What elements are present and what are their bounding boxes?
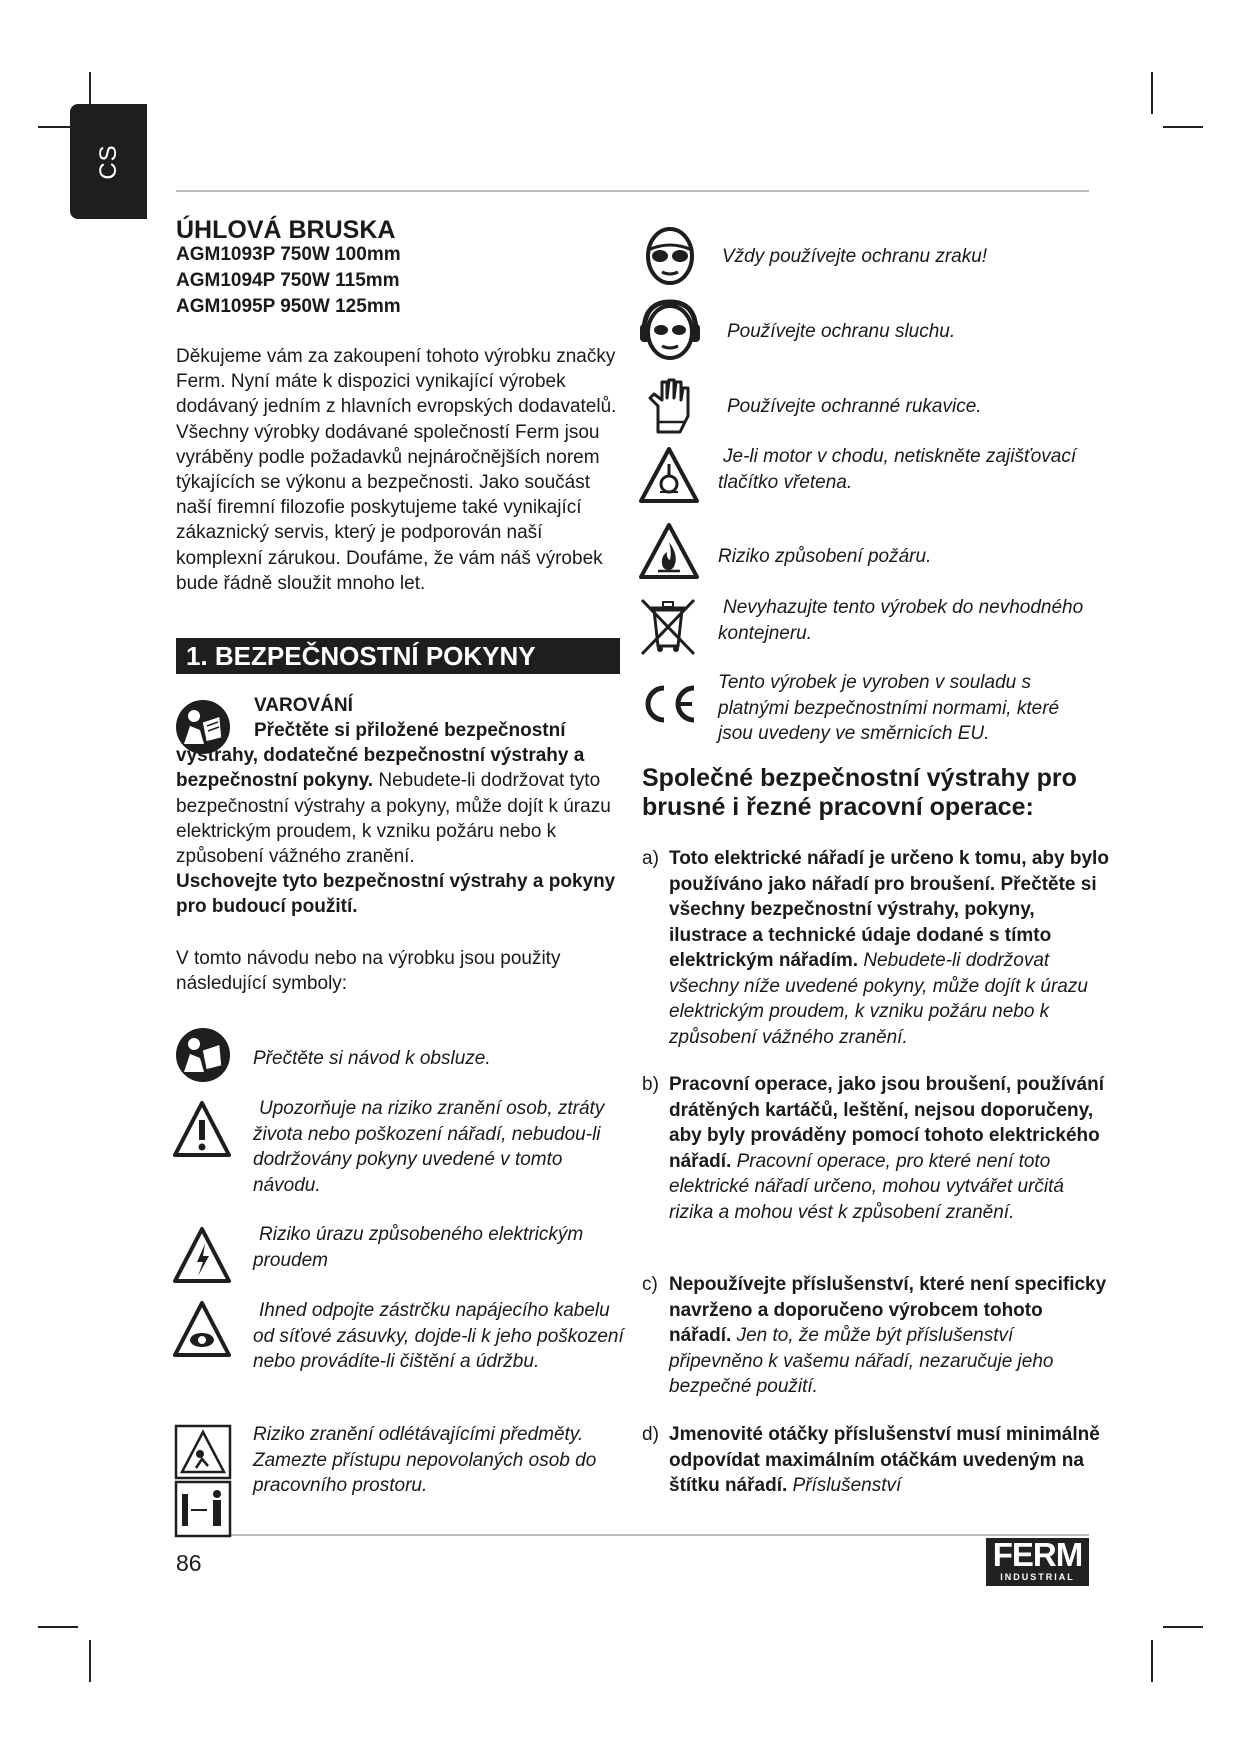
page-number: 86 <box>176 1550 202 1576</box>
symbol-text: Vždy používejte ochranu zraku! <box>722 246 988 267</box>
warning-normal: Nebudete-li dodržovat tyto bezpečnostní výstrahy a pokyny, může dojít k úrazu elektrickým proudem, k vzniku požáru nebo k způsobení vážného zranění. <box>176 770 611 868</box>
list-item <box>642 846 1110 1046</box>
warning-triangle-icon <box>172 1100 232 1158</box>
symbol-text: Nevyhazujte tento výrobek do nevhodného kontejneru. <box>718 597 1084 644</box>
symbol-text: Ihned odpojte zástrčku napájecího kabelu od síťové zásuvky, dojde-li k jeho poškození nebo provádíte-li čištění a údržbu. <box>253 1300 624 1372</box>
list-item <box>642 1422 1110 1512</box>
top-rule <box>176 190 1089 192</box>
model-line: AGM1093P 750W 100mm <box>176 244 401 265</box>
intro-paragraph: Děkujeme vám za zakoupení tohoto výrobku značky Ferm. Nyní máte k dispozici vynikající výrobek dodávaný jedním z hlavních evropských dodavatelů. Všechny výrobky dodávané společností Ferm jsou vyráběny podle požadavků nejnáročnějších norem týkajících se výkonu a bezpečnosti. Jako součást naší firemní filozofie poskytujeme také vynikající zákaznický servis, který je podporován naší komplexní zárukou. Doufáme, že vám náš výrobek bude řádně sloužit mnoho let. <box>176 346 617 594</box>
crop-mark <box>1151 72 1153 114</box>
warning-bold: Přečtěte si přiložené bezpečnostní výstrahy, dodatečné bezpečnostní výstrahy a bezpečnostní pokyny. <box>176 720 585 792</box>
item-label: c) <box>642 1274 658 1295</box>
symbol-text: Upozorňuje na riziko zranění osob, ztráty života nebo poškození nářadí, nebudou-li dodržovány pokyny uvedené v tomto návodu. <box>253 1098 605 1196</box>
eye-protection-icon <box>642 226 698 286</box>
section-subheading: Společné bezpečnostní výstrahy pro brusné i řezné pracovní operace: <box>642 764 1077 821</box>
item-italic: Pracovní operace, pro které není toto elektrické nářadí určeno, mohou vytvářet určitá rizika a mohou vést k způsobení zranění. <box>669 1150 1064 1223</box>
crop-mark <box>1151 1640 1153 1682</box>
logo-wordmark: FERM <box>992 1536 1083 1573</box>
ferm-logo <box>986 1538 1089 1586</box>
flying-objects-icon <box>174 1424 232 1538</box>
warning-keep: Uschovejte tyto bezpečnostní výstrahy a pokyny pro budoucí použití. <box>176 871 616 918</box>
weee-bin-icon <box>638 596 698 658</box>
page-title: ÚHLOVÁ BRUSKA <box>176 216 396 244</box>
model-line: AGM1095P 950W 125mm <box>176 296 401 317</box>
ear-protection-icon <box>638 298 702 362</box>
symbol-text: Riziko zranění odlétávajícími předměty. Zamezte přístupu nepovolaných osob do pracovního prostoru. <box>253 1424 597 1496</box>
item-italic: Nebudete-li dodržovat všechny níže uvedené pokyny, může dojít k úrazu elektrickým proudem, k vzniku požáru nebo k způsobení vážného zranění. <box>669 950 1088 1048</box>
model-line: AGM1094P 750W 115mm <box>176 270 400 291</box>
item-body <box>669 1422 1110 1499</box>
item-bold: Nepoužívejte příslušenství, které není specificky navrženo a doporučeno výrobcem tohoto nářadí. <box>669 1274 1107 1346</box>
language-tab-label: CS <box>94 143 122 180</box>
model-list <box>176 242 401 320</box>
item-bold: Jmenovité otáčky příslušenství musí minimálně odpovídat maximálním otáčkám uvedeným na štítku nářadí. <box>669 1424 1100 1496</box>
crop-mark <box>1163 1626 1203 1628</box>
electric-shock-icon <box>172 1226 232 1284</box>
item-label: a) <box>642 848 659 869</box>
ce-mark-icon <box>638 682 698 726</box>
item-label: d) <box>642 1424 659 1445</box>
symbol-text: Je-li motor v chodu, netiskněte zajišťovací tlačítko vřetena. <box>718 446 1077 493</box>
item-body <box>669 846 1110 1050</box>
symbol-text: Přečtěte si návod k obsluze. <box>253 1048 491 1069</box>
read-manual-icon <box>174 1026 232 1084</box>
symbol-text: Používejte ochranné rukavice. <box>727 396 982 417</box>
item-italic: Příslušenství <box>787 1475 902 1496</box>
bottom-rule <box>176 1534 1089 1536</box>
fire-hazard-icon <box>638 522 700 580</box>
gloves-icon <box>644 376 696 434</box>
item-body <box>669 1272 1110 1400</box>
item-label: b) <box>642 1074 659 1095</box>
list-item <box>642 1072 1110 1232</box>
symbol-text: Tento výrobek je vyroben v souladu s platnými bezpečnostními normami, které jsou uvedeny ve směrnicích EU. <box>718 672 1060 744</box>
spindle-lock-icon <box>638 446 700 504</box>
language-tab <box>70 104 147 219</box>
crop-mark <box>1163 126 1203 128</box>
item-italic: Jen to, že může být příslušenství připevněno k vašemu nářadí, nezaručuje jeho bezpečné použití. <box>669 1325 1054 1397</box>
item-body <box>669 1072 1110 1225</box>
item-bold: Toto elektrické nářadí je určeno k tomu, aby bylo používáno jako nářadí pro broušení. Přečtěte si všechny bezpečnostní výstrahy, pokyny, ilustrace a technické údaje dodané s tímto elektrickým nářadím. <box>669 848 1109 971</box>
item-bold: Pracovní operace, jako jsou broušení, používání drátěných kartáčů, leštění, nejsou doporučeny, aby byly prováděny pomocí tohoto elektrického nářadí. <box>669 1074 1105 1172</box>
warning-text <box>176 718 616 920</box>
section-heading: 1. BEZPEČNOSTNÍ POKYNY <box>176 638 620 674</box>
symbols-intro: V tomto návodu nebo na výrobku jsou použity následující symboly: <box>176 948 561 995</box>
logo-subtitle: INDUSTRIAL <box>1000 1572 1075 1582</box>
symbol-text: Riziko úrazu způsobeného elektrickým proudem <box>253 1224 584 1271</box>
symbol-text: Používejte ochranu sluchu. <box>727 321 956 342</box>
list-item <box>642 1272 1110 1397</box>
unplug-icon <box>172 1300 232 1358</box>
warning-heading: VAROVÁNÍ <box>254 695 353 716</box>
crop-mark <box>38 1626 78 1628</box>
symbol-text: Riziko způsobení požáru. <box>718 546 932 567</box>
crop-mark <box>89 1640 91 1682</box>
